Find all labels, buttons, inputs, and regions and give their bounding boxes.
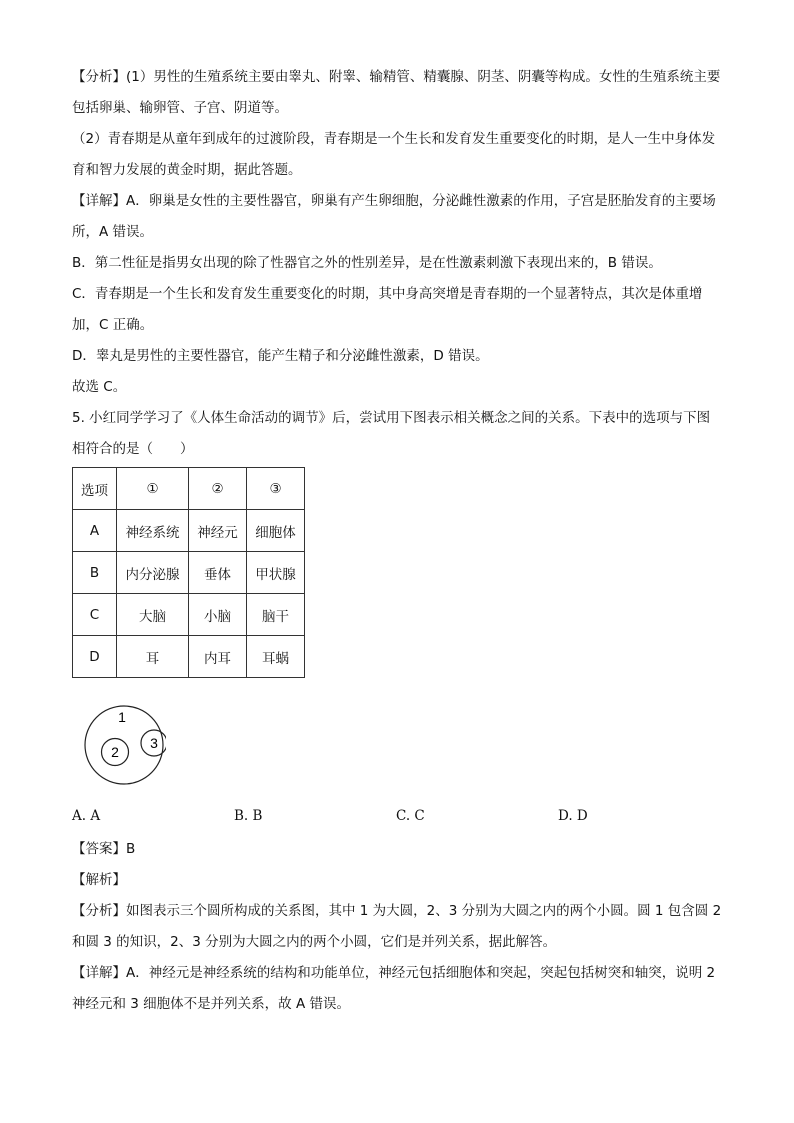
explanation-analysis: 【分析】如图表示三个圆所构成的关系图，其中 1 为大圆，2、3 分别为大圆之内的两个小圆。圆 1 包含圆 2 和圆 3 的知识，2、3 分别为大圆之内的两个小圆，它们是并列关系，据此解答。 — [72, 903, 722, 950]
question-5: 5. 小红同学学习了《人体生命活动的调节》后，尝试用下图表示相关概念之间的关系。下表中的选项与下图相符合的是（ ） — [72, 410, 711, 457]
table-cell: 耳蜗 — [247, 636, 305, 678]
table-cell: 脑干 — [247, 594, 305, 636]
table-cell: D — [73, 636, 117, 678]
table-header-cell: 选项 — [73, 468, 117, 510]
detail-paragraph-c: C．青春期是一个生长和发育发生重要变化的时期，其中身高突增是青春期的一个显著特点，其次是体重增加，C 正确。 — [72, 286, 703, 333]
circle-relationship-diagram — [84, 702, 166, 788]
analysis-paragraph-1: 【分析】(1）男性的生殖系统主要由睾丸、附睾、输精管、精囊腺、阴茎、阴囊等构成。女性的生殖系统主要包括卵巢、输卵管、子宫、阴道等。 — [72, 69, 721, 116]
circle-label-3: 3 — [150, 735, 158, 751]
table-header-row — [73, 468, 305, 510]
table-row — [73, 594, 305, 636]
table-cell: A — [73, 510, 117, 552]
table-cell: B — [73, 552, 117, 594]
table-row — [73, 636, 305, 678]
option-d: D. D — [558, 808, 588, 824]
table-cell: 小脑 — [189, 594, 247, 636]
answer-line: 【答案】B — [72, 841, 136, 857]
table-cell: 垂体 — [189, 552, 247, 594]
detail-paragraph-a: 【详解】A．卵巢是女性的主要性器官，卵巢有产生卵细胞，分泌雌性激素的作用，子宫是胚胎发育的主要场所，A 错误。 — [72, 193, 716, 240]
table-cell: 神经元 — [189, 510, 247, 552]
table-header-cell: ① — [117, 468, 189, 510]
table-header-cell: ③ — [247, 468, 305, 510]
explanation-detail-a: 【详解】A．神经元是神经系统的结构和功能单位，神经元包括细胞体和突起，突起包括树突和轴突，说明 2 神经元和 3 细胞体不是并列关系，故 A 错误。 — [72, 965, 716, 1012]
table-header-cell: ② — [189, 468, 247, 510]
table-cell: 神经系统 — [117, 510, 189, 552]
detail-paragraph-b: B．第二性征是指男女出现的除了性器官之外的性别差异，是在性激素刺激下表现出来的，B 错误。 — [72, 255, 662, 271]
detail-paragraph-d: D．睾丸是男性的主要性器官，能产生精子和分泌雌性激素，D 错误。 — [72, 348, 489, 364]
options-table — [72, 467, 305, 678]
choice-conclusion: 故选 C。 — [72, 379, 127, 395]
table-cell: 内分泌腺 — [117, 552, 189, 594]
analysis-paragraph-2: （2）青春期是从童年到成年的过渡阶段，青春期是一个生长和发育发生重要变化的时期，是人一生中身体发育和智力发展的黄金时期，据此答题。 — [72, 131, 716, 178]
option-c: C. C — [396, 808, 425, 824]
table-row — [73, 552, 305, 594]
table-cell: 内耳 — [189, 636, 247, 678]
table-row — [73, 510, 305, 552]
circle-label-1: 1 — [118, 709, 126, 725]
table-cell: 细胞体 — [247, 510, 305, 552]
option-b: B. B — [234, 808, 263, 824]
option-a: A. A — [72, 808, 101, 824]
table-cell: 耳 — [117, 636, 189, 678]
table-cell: 甲状腺 — [247, 552, 305, 594]
table-cell: C — [73, 594, 117, 636]
table-cell: 大脑 — [117, 594, 189, 636]
circle-label-2: 2 — [111, 744, 119, 760]
explanation-heading: 【解析】 — [72, 872, 126, 888]
